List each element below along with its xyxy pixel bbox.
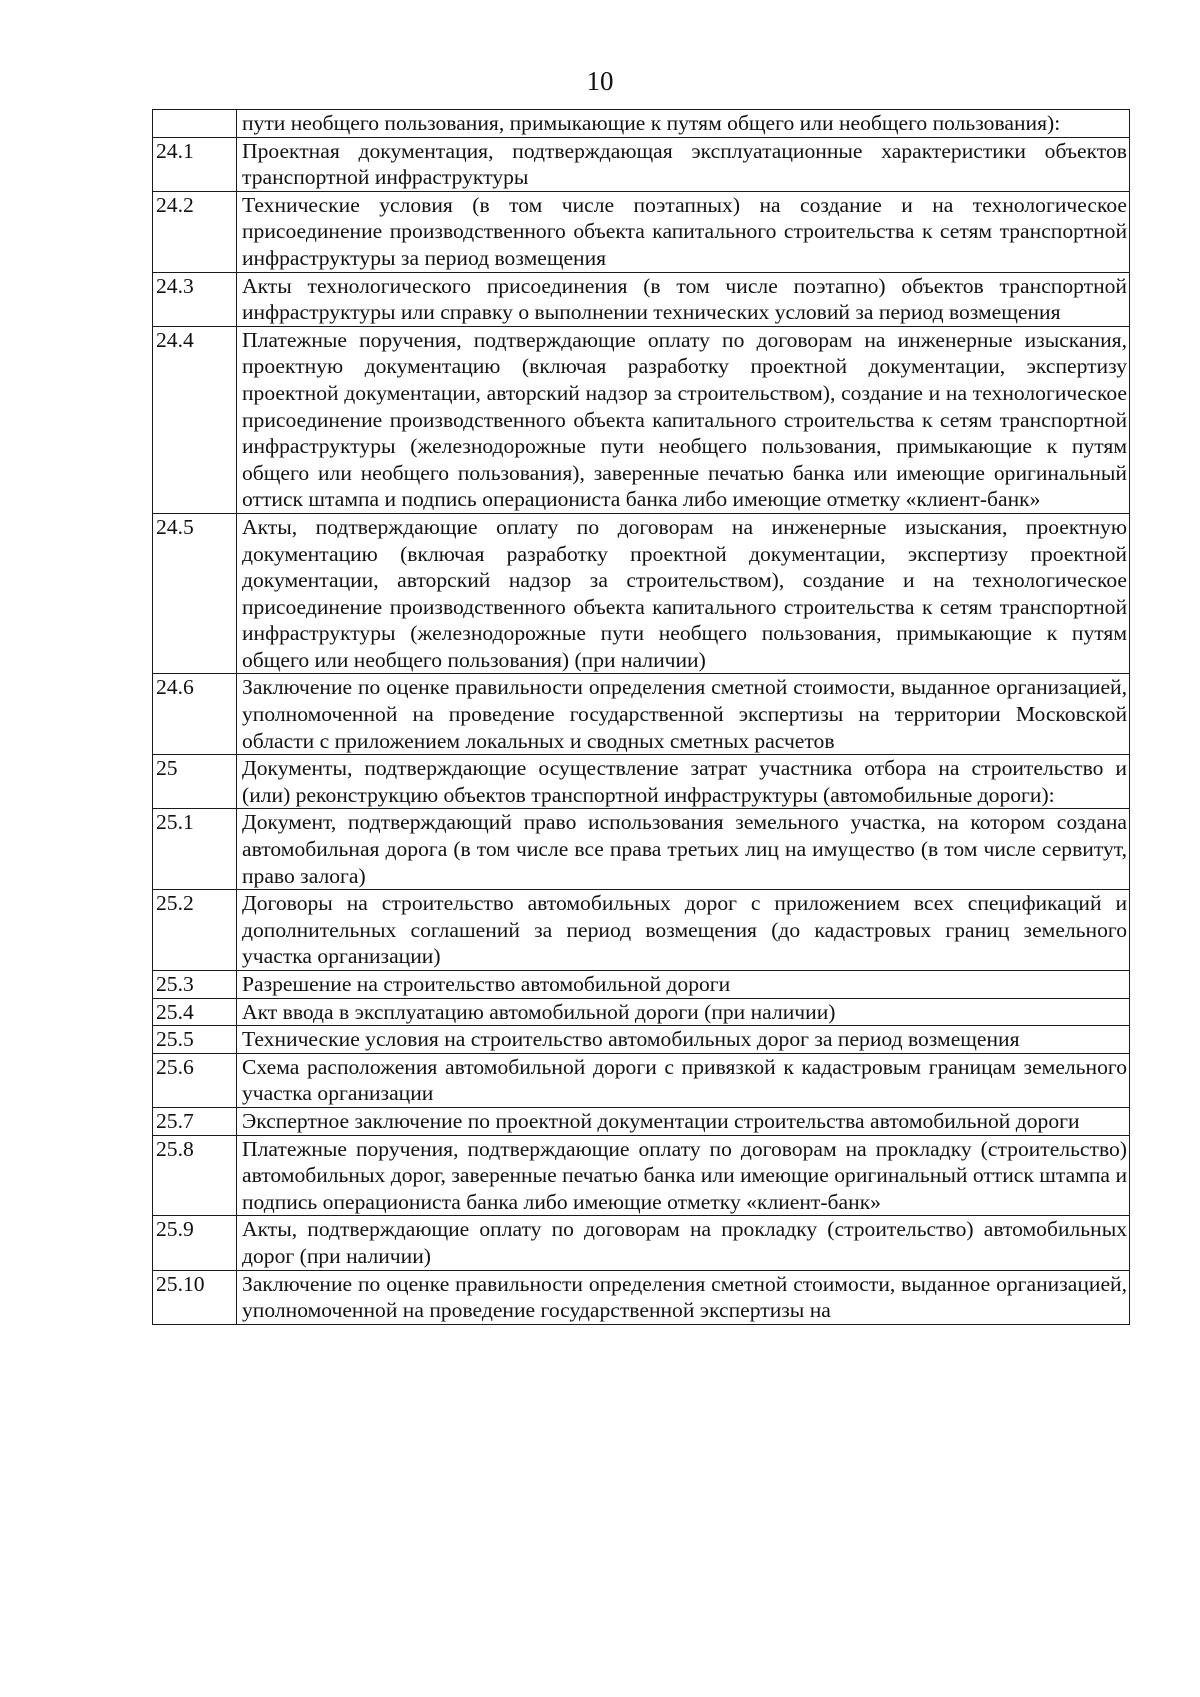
row-text: Экспертное заключение по проектной документации строительства автомобильной дороги bbox=[237, 1107, 1130, 1135]
row-text: Платежные поручения, подтверждающие оплату по договорам на инженерные изыскания, проектную документацию (включая разработку проектной документации, экспертизу проектной документации, авторский надзор за строительством), создание и на технологическое присоединение производственного объекта капитального строительства к сетям транспортной инфраструктуры (железнодорожные пути необщего пользования, примыкающие к путям общего или необщего пользования), заверенные печатью банка или имеющие оригинальный оттиск штампа и подпись операциониста банка либо имеющие отметку «клиент-банк» bbox=[237, 326, 1130, 513]
row-number: 24.3 bbox=[153, 272, 237, 326]
row-text: Акты, подтверждающие оплату по договорам на прокладку (строительство) автомобильных дорог (при наличии) bbox=[237, 1216, 1130, 1270]
row-number: 25 bbox=[153, 755, 237, 809]
row-number: 24.4 bbox=[153, 326, 237, 513]
row-number: 24.1 bbox=[153, 137, 237, 191]
row-number: 25.4 bbox=[153, 998, 237, 1026]
row-number: 24.5 bbox=[153, 513, 237, 674]
table-row bbox=[153, 809, 1130, 890]
row-text: Технические условия на строительство автомобильных дорог за период возмещения bbox=[237, 1026, 1130, 1054]
table-row bbox=[153, 137, 1130, 191]
table-row bbox=[153, 890, 1130, 971]
row-text: Платежные поручения, подтверждающие оплату по договорам на прокладку (строительство) автомобильных дорог, заверенные печатью банка или имеющие оригинальный оттиск штампа и подпись операциониста банка либо имеющие отметку «клиент-банк» bbox=[237, 1135, 1130, 1216]
table-row bbox=[153, 110, 1130, 138]
row-number: 25.6 bbox=[153, 1053, 237, 1107]
row-number: 25.5 bbox=[153, 1026, 237, 1054]
row-text: Разрешение на строительство автомобильной дороги bbox=[237, 971, 1130, 999]
row-text: Документы, подтверждающие осуществление затрат участника отбора на строительство и (или) реконструкцию объектов транспортной инфраструктуры (автомобильные дороги): bbox=[237, 755, 1130, 809]
row-text: Технические условия (в том числе поэтапных) на создание и на технологическое присоединение производственного объекта капитального строительства к сетям транспортной инфраструктуры за период возмещения bbox=[237, 191, 1130, 272]
row-text: Проектная документация, подтверждающая эксплуатационные характеристики объектов транспортной инфраструктуры bbox=[237, 137, 1130, 191]
row-text: Акт ввода в эксплуатацию автомобильной дороги (при наличии) bbox=[237, 998, 1130, 1026]
row-number: 25.7 bbox=[153, 1107, 237, 1135]
row-number: 25.1 bbox=[153, 809, 237, 890]
table-row bbox=[153, 998, 1130, 1026]
row-text: Акты, подтверждающие оплату по договорам на инженерные изыскания, проектную документацию (включая разработку проектной документации, экспертизу проектной документации, авторский надзор за строительством), создание и на технологическое присоединение производственного объекта капитального строительства к сетям транспортной инфраструктуры (железнодорожные пути необщего пользования, примыкающие к путям общего или необщего пользования) (при наличии) bbox=[237, 513, 1130, 674]
table-row bbox=[153, 513, 1130, 674]
row-number: 24.6 bbox=[153, 674, 237, 755]
table-row bbox=[153, 755, 1130, 809]
row-number: 25.8 bbox=[153, 1135, 237, 1216]
row-text: Акты технологического присоединения (в том числе поэтапно) объектов транспортной инфраструктуры или справку о выполнении технических условий за период возмещения bbox=[237, 272, 1130, 326]
table-row bbox=[153, 1026, 1130, 1054]
table-row bbox=[153, 1107, 1130, 1135]
row-text: Заключение по оценке правильности определения сметной стоимости, выданное организацией, уполномоченной на проведение государственной экспертизы на территории Московской области с приложением локальных и сводных сметных расчетов bbox=[237, 674, 1130, 755]
row-number: 25.3 bbox=[153, 971, 237, 999]
table-row bbox=[153, 1216, 1130, 1270]
page-number: 10 bbox=[586, 66, 614, 96]
table-row bbox=[153, 674, 1130, 755]
table-row bbox=[153, 971, 1130, 999]
row-number: 25.9 bbox=[153, 1216, 237, 1270]
table-row bbox=[153, 326, 1130, 513]
row-number: 24.2 bbox=[153, 191, 237, 272]
row-number: 25.2 bbox=[153, 890, 237, 971]
row-number bbox=[153, 110, 237, 138]
table-row bbox=[153, 272, 1130, 326]
row-text: пути необщего пользования, примыкающие к путям общего или необщего пользования): bbox=[237, 110, 1130, 138]
row-text: Схема расположения автомобильной дороги с привязкой к кадастровым границам земельного участка организации bbox=[237, 1053, 1130, 1107]
row-text: Заключение по оценке правильности определения сметной стоимости, выданное организацией, уполномоченной на проведение государственной экспертизы на bbox=[237, 1270, 1130, 1324]
table-row bbox=[153, 1270, 1130, 1324]
row-text: Договоры на строительство автомобильных дорог с приложением всех спецификаций и дополнительных соглашений за период возмещения (до кадастровых границ земельного участка организации) bbox=[237, 890, 1130, 971]
table-row bbox=[153, 1135, 1130, 1216]
row-text: Документ, подтверждающий право использования земельного участка, на котором создана автомобильная дорога (в том числе все права третьих лиц на имущество (в том числе сервитут, право залога) bbox=[237, 809, 1130, 890]
table-row bbox=[153, 1053, 1130, 1107]
documents-table bbox=[152, 109, 1130, 1325]
row-number: 25.10 bbox=[153, 1270, 237, 1324]
table-row bbox=[153, 191, 1130, 272]
